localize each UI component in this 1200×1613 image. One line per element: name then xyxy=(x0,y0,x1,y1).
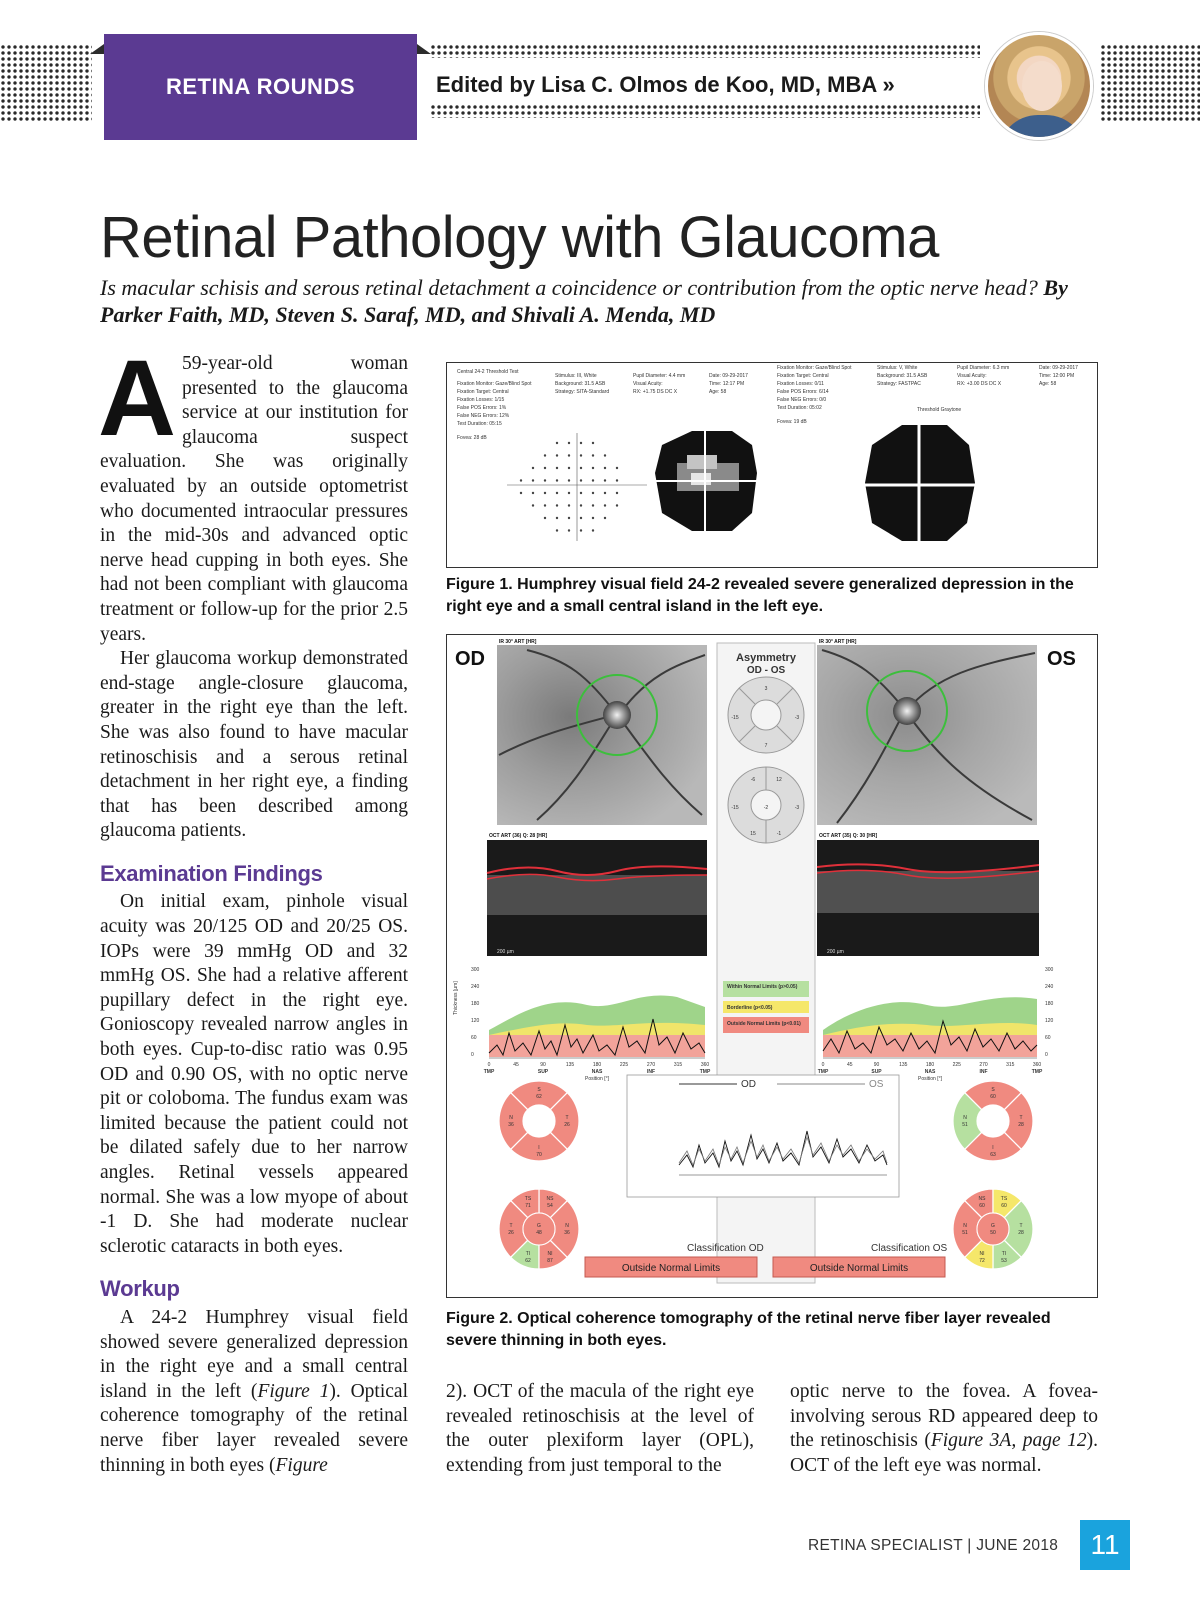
svg-text:Pupil Diameter: 4.4 mm: Pupil Diameter: 4.4 mm xyxy=(633,373,686,379)
ir-fundus-od xyxy=(497,645,707,825)
sector-value: 60 xyxy=(990,1094,996,1100)
sector-value: 87 xyxy=(547,1258,553,1264)
sector-letter: TI xyxy=(525,1251,531,1257)
sector-letter: I xyxy=(538,1145,540,1151)
sector-value: 51 xyxy=(962,1122,968,1128)
x-region: TMP xyxy=(483,1069,495,1075)
sector-value: 71 xyxy=(525,1203,531,1209)
vf-point xyxy=(544,504,546,506)
vf-point xyxy=(544,454,546,456)
column-2 xyxy=(446,1380,754,1478)
svg-text:False NEG Errors: 12%: False NEG Errors: 12% xyxy=(457,413,510,419)
y-tick-left: 120 xyxy=(471,1018,480,1024)
y-tick-left: 0 xyxy=(471,1052,474,1058)
vf-point xyxy=(568,504,570,506)
vf-point xyxy=(580,454,582,456)
sector-value: 50 xyxy=(990,1230,996,1236)
svg-text:Fixation Target: Central: Fixation Target: Central xyxy=(777,373,829,379)
vf-header: Central 24-2 Threshold Test xyxy=(457,369,519,375)
sector-value: 72 xyxy=(979,1258,985,1264)
vf-col-e xyxy=(777,365,852,425)
svg-text:Date: 09-29-2017: Date: 09-29-2017 xyxy=(1039,365,1078,371)
oct-right-label: OCT ART (35) Q: 30 [HR] xyxy=(819,833,878,839)
asym-bot-n: -15 xyxy=(731,805,739,811)
avatar-shirt xyxy=(998,115,1086,140)
svg-text:Background: 31.5 ASB: Background: 31.5 ASB xyxy=(555,381,606,387)
vf-point xyxy=(556,529,558,531)
header-dots-right xyxy=(1100,44,1200,122)
y-tick-left: 60 xyxy=(471,1035,477,1041)
svg-text:False POS Errors: 1%: False POS Errors: 1% xyxy=(457,405,507,411)
vf-greyscale-os xyxy=(865,425,975,541)
sector-letter: TS xyxy=(524,1196,532,1202)
vf-col-b xyxy=(555,373,609,395)
vf-point xyxy=(592,492,594,494)
y-tick-left: 240 xyxy=(471,984,480,990)
sector-letter: NI xyxy=(547,1251,553,1257)
classification-os-value: Outside Normal Limits xyxy=(809,1263,909,1274)
sector-value: 48 xyxy=(536,1230,542,1236)
sector-disc-od-top xyxy=(499,1081,579,1161)
vf-point xyxy=(604,454,606,456)
svg-text:Fovea: 19 dB: Fovea: 19 dB xyxy=(777,419,807,425)
deck-text: Is macular schisis and serous retinal detachment a coincidence or contribution from the optic nerve head? xyxy=(100,275,1038,300)
page-number: 11 xyxy=(1080,1520,1130,1570)
svg-text:Fovea: 28 dB: Fovea: 28 dB xyxy=(457,435,487,441)
figure-3a-ref[interactable]: Figure 3A, page 12 xyxy=(930,1430,1087,1452)
sector-letter: T xyxy=(565,1115,569,1121)
vf-point xyxy=(556,454,558,456)
header-dots-left xyxy=(0,44,92,122)
vf-point xyxy=(580,517,582,519)
vf-point xyxy=(532,492,534,494)
vf-point xyxy=(556,492,558,494)
vf-point xyxy=(556,504,558,506)
x-tick: 225 xyxy=(952,1062,961,1068)
sector-value: 28 xyxy=(1018,1230,1024,1236)
y-tick-right: 240 xyxy=(1045,984,1054,990)
x-tick: 270 xyxy=(979,1062,988,1068)
vf-col-g xyxy=(957,365,1009,387)
sector-disc-os-bottom xyxy=(953,1189,1033,1269)
sector-letter: G xyxy=(537,1223,541,1229)
svg-text:Outside Normal Limits (p<0.01): Outside Normal Limits (p<0.01) xyxy=(727,1021,801,1027)
column-1 xyxy=(98,337,408,1478)
vf-point xyxy=(580,442,582,444)
sector-value: 53 xyxy=(1001,1258,1007,1264)
vf-greytone-label: Threshold Graytone xyxy=(917,407,962,413)
sector-letter: NS xyxy=(546,1196,554,1202)
legend-os: OS xyxy=(869,1079,884,1090)
x-region: TMP xyxy=(699,1069,711,1075)
x-region: NAS xyxy=(591,1069,603,1075)
vf-point xyxy=(592,454,594,456)
y-tick-right: 300 xyxy=(1045,967,1054,973)
x-tick: 45 xyxy=(513,1062,519,1068)
drop-cap: A xyxy=(98,337,176,458)
sector-letter: S xyxy=(537,1087,541,1093)
vf-point xyxy=(616,479,618,481)
vf-point xyxy=(568,467,570,469)
vf-col-f xyxy=(877,365,928,387)
vf-point xyxy=(604,504,606,506)
vf-point xyxy=(580,467,582,469)
x-region: INF xyxy=(979,1069,988,1075)
oct-bscan-os xyxy=(817,840,1039,956)
vf-point xyxy=(604,517,606,519)
asymmetry-subtitle: OD - OS xyxy=(746,665,786,676)
sector-value: 51 xyxy=(962,1230,968,1236)
sector-value: 36 xyxy=(564,1230,570,1236)
col3-text-a: optic nerve to the fovea. A fovea-involving serous RD appeared deep to the retinoschisis ( xyxy=(790,1381,1098,1452)
x-axis-label: Position [°] xyxy=(918,1076,942,1082)
vf-point xyxy=(568,442,570,444)
vf-point xyxy=(556,517,558,519)
x-tick: 270 xyxy=(646,1062,656,1068)
oct-report-svg xyxy=(447,635,1096,1296)
sector-value: 60 xyxy=(1001,1203,1007,1209)
svg-text:Fixation Monitor: Gaze/Blind S: Fixation Monitor: Gaze/Blind Spot xyxy=(457,381,532,387)
section-label: RETINA ROUNDS xyxy=(165,74,356,99)
svg-text:Fixation Losses: 1/15: Fixation Losses: 1/15 xyxy=(457,397,505,403)
avatar-face xyxy=(1022,61,1062,111)
vf-col-d xyxy=(709,373,748,395)
x-tick: 360 xyxy=(700,1062,710,1068)
vf-point xyxy=(544,479,546,481)
x-region: SUP xyxy=(871,1069,882,1075)
sector-letter: T xyxy=(509,1223,513,1229)
legend-od: OD xyxy=(741,1079,756,1090)
figure-1-ref[interactable]: Figure 1 xyxy=(257,1380,330,1402)
svg-text:Background: 31.5 ASB: Background: 31.5 ASB xyxy=(877,373,928,379)
sector-letter: N xyxy=(963,1115,967,1121)
sector-letter: NS xyxy=(978,1196,986,1202)
vf-point xyxy=(592,467,594,469)
vf-col-a xyxy=(457,381,532,441)
svg-text:Test Duration: 05:15: Test Duration: 05:15 xyxy=(457,421,502,427)
y-axis-label: Thickness [µm] xyxy=(453,981,459,1015)
x-tick: 135 xyxy=(565,1062,575,1068)
svg-text:Age: 58: Age: 58 xyxy=(709,389,727,395)
vf-point xyxy=(604,492,606,494)
vf-point xyxy=(592,442,594,444)
vf-point xyxy=(568,517,570,519)
figure-2-caption: Figure 2. Optical coherence tomography of the retinal nerve fiber layer revealed severe thinning in both eyes. xyxy=(446,1310,1051,1349)
x-tick: 315 xyxy=(1006,1062,1015,1068)
vf-point xyxy=(580,529,582,531)
editor-credit: Edited by Lisa C. Olmos de Koo, MD, MBA » xyxy=(436,72,903,98)
sector-disc-os-top xyxy=(953,1081,1033,1161)
section-tab xyxy=(104,34,417,140)
ir-right-label: IR 30° ART [HR] xyxy=(819,639,857,645)
x-region: INF xyxy=(646,1069,656,1075)
svg-text:False NEG Errors: 0/0: False NEG Errors: 0/0 xyxy=(777,397,827,403)
asym-bot-t: -3 xyxy=(794,805,800,811)
sector-value: 62 xyxy=(536,1094,542,1100)
svg-text:False POS Errors: 6/14: False POS Errors: 6/14 xyxy=(777,389,829,395)
vf-point xyxy=(520,479,522,481)
x-region: NAS xyxy=(924,1069,936,1075)
sector-value: 70 xyxy=(536,1152,542,1158)
vf-point xyxy=(568,492,570,494)
sector-value: 26 xyxy=(564,1122,570,1128)
vf-point xyxy=(556,442,558,444)
asym-bot-g: -2 xyxy=(763,805,769,811)
vf-point xyxy=(580,492,582,494)
sector-disc-od-bottom xyxy=(499,1189,579,1269)
sector-letter: T xyxy=(1019,1223,1023,1229)
heading-examination: Examination Findings xyxy=(100,860,323,886)
svg-text:Date: 09-29-2017: Date: 09-29-2017 xyxy=(709,373,748,379)
vf-threshold-values xyxy=(520,442,618,532)
x-region: SUP xyxy=(537,1069,549,1075)
asym-bot-ti: -1 xyxy=(776,831,782,837)
paragraph-col2: 2). OCT of the macula of the right eye revealed retinoschisis at the level of the outer plexiform layer (OPL), extending from just temporal to the xyxy=(446,1381,754,1476)
footer-journal: RETINA SPECIALIST | JUNE 2018 xyxy=(808,1537,1059,1554)
column-3 xyxy=(790,1380,1098,1478)
svg-text:RX: +3.00 DS DC X: RX: +3.00 DS DC X xyxy=(957,381,1002,387)
asymmetry-title: Asymmetry xyxy=(736,652,796,664)
svg-text:Time: 12:00 PM: Time: 12:00 PM xyxy=(1039,373,1075,379)
vf-point xyxy=(604,467,606,469)
combined-profile xyxy=(627,1075,899,1197)
svg-text:Visual Acuity:: Visual Acuity: xyxy=(633,381,663,387)
ir-fundus-os xyxy=(817,645,1037,825)
vf-point xyxy=(568,479,570,481)
y-tick-right: 0 xyxy=(1045,1052,1048,1058)
asym-top-i: 7 xyxy=(764,743,768,749)
article-title: Retinal Pathology with Glaucoma xyxy=(100,205,939,270)
x-tick: 45 xyxy=(846,1062,853,1068)
sector-value: 36 xyxy=(508,1122,514,1128)
sector-value: 60 xyxy=(979,1203,985,1209)
x-tick: 135 xyxy=(899,1062,908,1068)
vf-point xyxy=(592,529,594,531)
sector-letter: TI xyxy=(1001,1251,1007,1257)
asym-bot-ts: 12 xyxy=(776,777,782,783)
svg-text:Strategy: FASTPAC: Strategy: FASTPAC xyxy=(877,381,921,387)
svg-text:Fixation Monitor: Gaze/Blind S: Fixation Monitor: Gaze/Blind Spot xyxy=(777,365,852,371)
y-tick-right: 120 xyxy=(1045,1018,1054,1024)
svg-text:Strategy: SITA-Standard: Strategy: SITA-Standard xyxy=(555,389,610,395)
header-dots-top xyxy=(430,44,980,58)
x-axis-label: Position [°] xyxy=(585,1076,609,1082)
sector-value: 54 xyxy=(547,1203,553,1209)
rnfl-plot-od xyxy=(487,968,707,1058)
vf-point xyxy=(580,479,582,481)
x-tick: 0 xyxy=(487,1062,491,1068)
paragraph-exam: On initial exam, pinhole visual acuity was 20/125 OD and 20/25 OS. IOPs were 39 mmHg OD and 32 mmHg OS. She had a relative afferent pupillary defect in the right eye. Gonioscopy revealed narrow angles in both eyes. Cup-to-disc ratio was 0.95 OD and 0.90 OS, with no optic nerve pit or coloboma. The fundus exam was limited because the patient could not be dilated safely due to her narrow angles. Retinal vessels appeared normal. She was a low myope of about -1 D. She had moderate nuclear sclerotic cataracts in both eyes. xyxy=(100,891,408,1257)
sector-letter: G xyxy=(991,1223,995,1229)
figure-2-oct xyxy=(446,634,1098,1298)
sector-letter: T xyxy=(1019,1115,1023,1121)
asym-bot-ns: -6 xyxy=(750,777,756,783)
svg-text:Age: 58: Age: 58 xyxy=(1039,381,1057,387)
x-tick: 0 xyxy=(821,1062,825,1068)
svg-text:Fixation Losses: 0/11: Fixation Losses: 0/11 xyxy=(777,381,824,387)
sector-value: 28 xyxy=(1018,1122,1024,1128)
svg-text:RX: +1.75 DS DC X: RX: +1.75 DS DC X xyxy=(633,389,678,395)
vf-col-h xyxy=(1039,365,1078,387)
y-tick-left: 300 xyxy=(471,967,480,973)
vf-point xyxy=(616,492,618,494)
vf-point xyxy=(532,467,534,469)
rnfl-legend xyxy=(723,981,809,1033)
asymmetry-disc-bottom xyxy=(728,767,804,843)
asymmetry-disc-top xyxy=(728,677,804,753)
vf-point xyxy=(556,467,558,469)
asym-bot-ni: 15 xyxy=(750,831,756,837)
svg-text:Within Normal Limits (p>0.05): Within Normal Limits (p>0.05) xyxy=(727,984,798,990)
vf-point xyxy=(616,504,618,506)
vf-point xyxy=(556,479,558,481)
ir-left-label: IR 30° ART [HR] xyxy=(499,639,537,645)
sector-letter: I xyxy=(992,1145,994,1151)
vf-point xyxy=(592,504,594,506)
os-label: OS xyxy=(1047,648,1076,670)
vf-point xyxy=(544,517,546,519)
asym-top-n: -15 xyxy=(731,715,739,721)
classification-os-label: Classification OS xyxy=(871,1243,948,1254)
vf-point xyxy=(592,479,594,481)
sector-value: 63 xyxy=(990,1152,996,1158)
col3-text-b: ). OCT of the left eye was normal. xyxy=(790,1430,1099,1476)
x-region: TMP xyxy=(1031,1069,1043,1075)
svg-text:Pupil Diameter: 6.3 mm: Pupil Diameter: 6.3 mm xyxy=(957,365,1010,371)
paragraph-intro xyxy=(98,337,408,647)
oct-right-scale: 200 µm xyxy=(827,949,844,955)
vf-point xyxy=(592,517,594,519)
rnfl-plot-os xyxy=(821,968,1039,1058)
byline: By Parker Faith, MD, Steven S. Saraf, MD, and Shivali A. Menda, MD xyxy=(100,275,1068,327)
y-tick-left: 180 xyxy=(471,1001,480,1007)
sector-letter: TS xyxy=(1000,1196,1008,1202)
sector-value: 62 xyxy=(525,1258,531,1264)
figure-1-visual-field xyxy=(446,362,1098,568)
figure-2-ref[interactable]: Figure xyxy=(275,1454,328,1476)
sector-letter: NI xyxy=(979,1251,985,1257)
article-deck xyxy=(100,274,1100,328)
asym-top-t: -3 xyxy=(794,715,800,721)
sector-letter: N xyxy=(963,1223,967,1229)
svg-text:Stimulus: V, White: Stimulus: V, White xyxy=(877,365,918,371)
svg-text:Visual Acuity:: Visual Acuity: xyxy=(957,373,987,379)
x-tick: 90 xyxy=(540,1062,546,1068)
x-tick: 225 xyxy=(619,1062,629,1068)
vf-point xyxy=(568,529,570,531)
vf-point xyxy=(532,504,534,506)
editor-avatar xyxy=(985,32,1093,140)
classification-od-label: Classification OD xyxy=(687,1243,764,1254)
sector-value: 26 xyxy=(508,1230,514,1236)
workup-text-a: A 24-2 Humphrey visual field showed severe generalized depression in the right eye and a small central island in the left ( xyxy=(100,1306,408,1402)
x-tick: 90 xyxy=(873,1062,880,1068)
x-region: TMP xyxy=(817,1069,829,1075)
svg-text:Test Duration: 05:02: Test Duration: 05:02 xyxy=(777,405,822,411)
vf-point xyxy=(544,492,546,494)
x-tick: 180 xyxy=(925,1062,935,1068)
intro-text: 59-year-old woman presented to the glaucoma service at our institution for glaucoma suspect evaluation. She was originally evaluated by an outside optometrist who documented intraocular pressures in the mid-30s and advanced optic nerve head cupping in both eyes. She had not been compliant with glaucoma treatment or follow-up for the prior 2.5 years. xyxy=(100,353,408,645)
sector-letter: N xyxy=(509,1115,513,1121)
od-label: OD xyxy=(455,648,485,670)
svg-text:Stimulus: III, White: Stimulus: III, White xyxy=(555,373,597,379)
svg-text:Borderline (p<0.05): Borderline (p<0.05) xyxy=(727,1005,773,1011)
paragraph-workup xyxy=(100,1306,408,1478)
oct-left-label: OCT ART (36) Q: 28 [HR] xyxy=(489,833,548,839)
vf-point xyxy=(580,504,582,506)
sector-letter: S xyxy=(991,1087,995,1093)
vf-point xyxy=(544,467,546,469)
vf-point xyxy=(520,492,522,494)
workup-text-b: ). Optical coherence tomography of the retinal nerve fiber layer revealed severe thinning in both eyes ( xyxy=(100,1380,408,1476)
sector-letter: N xyxy=(565,1223,569,1229)
figure-1-caption: Figure 1. Humphrey visual field 24-2 revealed severe generalized depression in the right eye and a small central island in the left eye. xyxy=(446,576,1074,615)
header-dots-bottom xyxy=(430,104,980,118)
visual-field-svg xyxy=(447,363,1096,566)
paragraph-workup-summary: Her glaucoma workup demonstrated end-stage angle-closure glaucoma, greater in the right eye than the left. She was also found to have macular retinoschisis and a serous retinal detachment in her right eye, a finding that has been described among glaucoma patients. xyxy=(100,648,408,842)
svg-text:Fixation Target: Central: Fixation Target: Central xyxy=(457,389,509,395)
vf-col-c xyxy=(633,373,685,395)
paragraph-col3 xyxy=(790,1380,1098,1478)
x-tick: 180 xyxy=(592,1062,602,1068)
vf-point xyxy=(568,454,570,456)
classification-od-value: Outside Normal Limits xyxy=(621,1263,721,1274)
heading-workup: Workup xyxy=(100,1276,180,1302)
vf-numeric-grid xyxy=(507,433,647,541)
oct-bscan-od xyxy=(487,840,707,956)
vf-point xyxy=(616,467,618,469)
x-tick: 315 xyxy=(673,1062,683,1068)
oct-left-scale: 200 µm xyxy=(497,949,514,955)
vf-point xyxy=(604,479,606,481)
vf-point xyxy=(532,479,534,481)
x-tick: 360 xyxy=(1032,1062,1042,1068)
asym-top-s: 3 xyxy=(764,686,768,692)
y-tick-right: 180 xyxy=(1045,1001,1054,1007)
svg-text:Time: 12:17 PM: Time: 12:17 PM xyxy=(709,381,745,387)
y-tick-right: 60 xyxy=(1045,1035,1051,1041)
vf-greyscale-od xyxy=(655,431,757,531)
